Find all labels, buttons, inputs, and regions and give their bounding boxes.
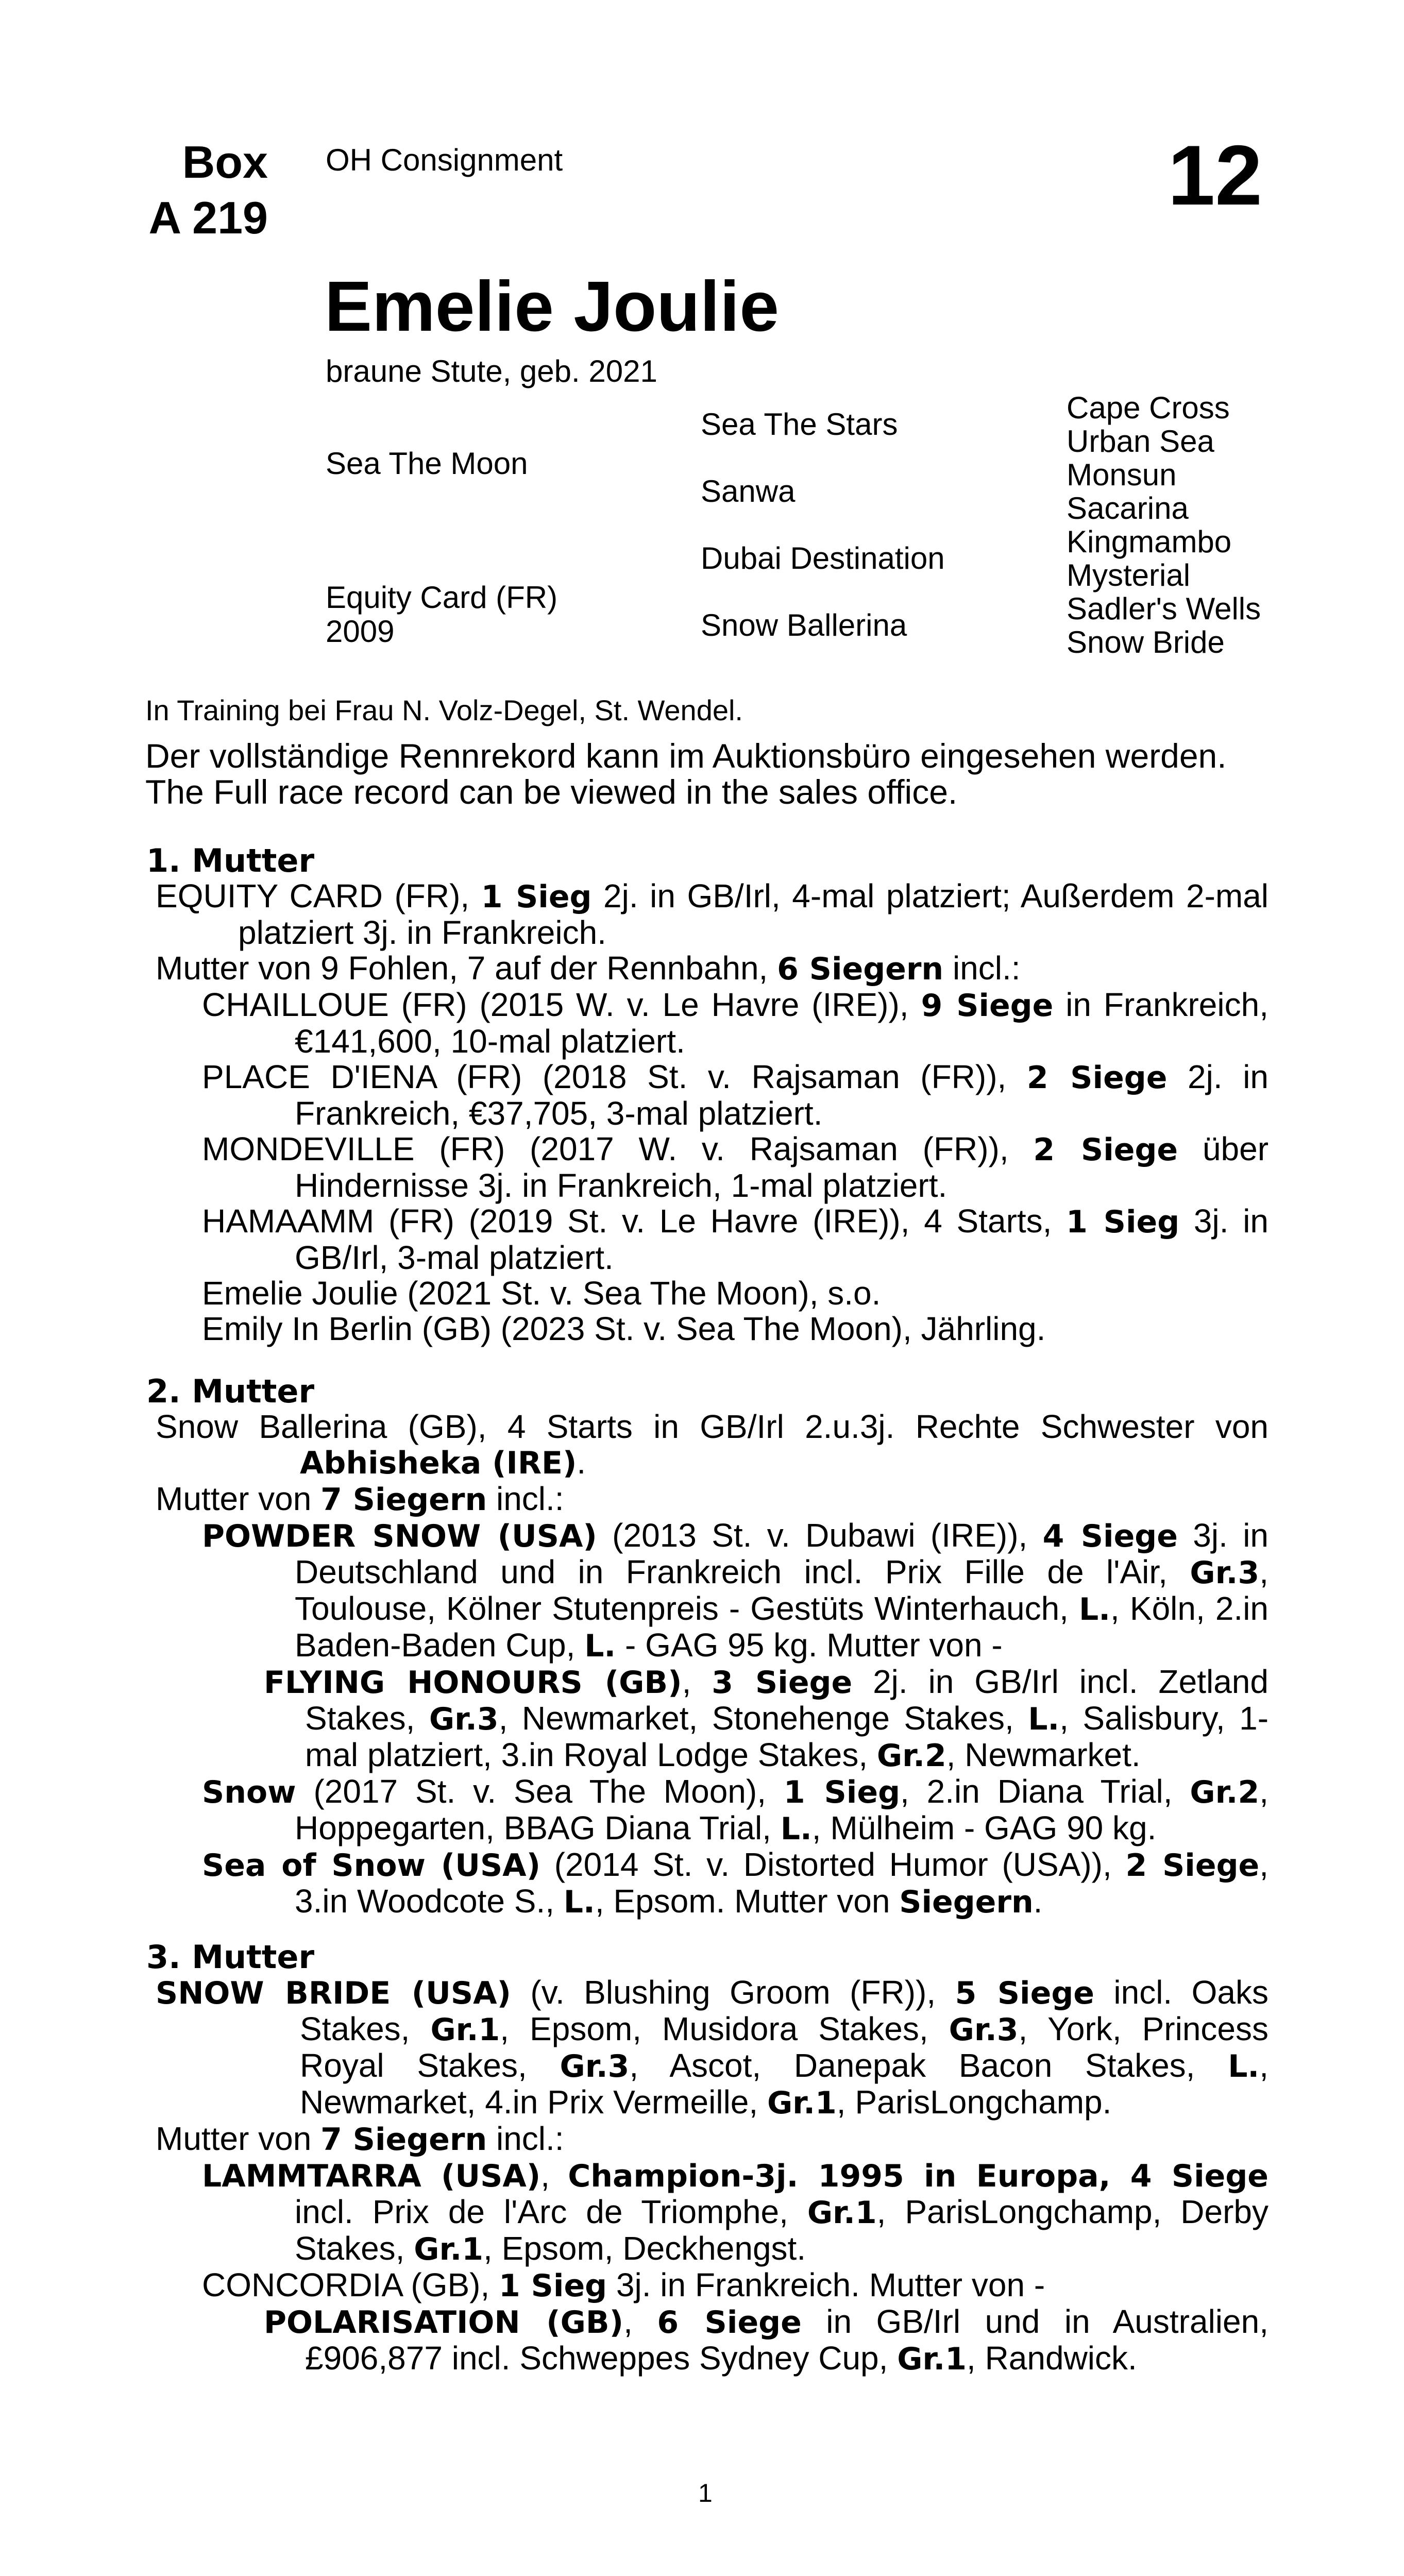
grandfoal-entry: FLYING HONOURS (GB), 3 Siege 2j. in GB/Irl incl. Zetland Stakes, Gr.3, Newmarket, Stonehenge Stakes, L., Salisbury, 1-mal platziert, 3.in Royal Lodge Stakes, Gr.2, Newmarket. [264, 1663, 1269, 1774]
foal-entry: Emelie Joulie (2021 St. v. Sea The Moon), s.o. [202, 1275, 881, 1312]
horse-description: braune Stute, geb. 2021 [326, 354, 657, 388]
foal-entry: CHAILLOUE (FR) (2015 W. v. Le Havre (IRE)), 9 Siege in Frankreich, €141,600, 10-mal platziert. [202, 986, 1268, 1060]
consignor: OH Consignment [326, 143, 563, 177]
foal-entry: CONCORDIA (GB), 1 Sieg 3j. in Frankreich. Mutter von - [202, 2266, 1045, 2304]
box-label: Box [182, 137, 268, 188]
lot-number: 12 [1168, 128, 1262, 223]
dam-sire: Dubai Destination [701, 541, 945, 575]
gg-1: Cape Cross [1067, 391, 1230, 425]
box-number: A 219 [148, 192, 268, 243]
foal-entry: POWDER SNOW (USA) (2013 St. v. Dubawi (IRE)), 4 Siege 3j. in Deutschland und in Frankreich incl. Prix Fille de l'Air, Gr.3, Toulouse, Kölner Stutenpreis - Gestüts Winterhauch, L., Köln, 2.in Baden-Baden Cup, L. - GAG 95 kg. Mutter von - [202, 1517, 1269, 1664]
section-title: 1. Mutter [146, 842, 315, 879]
sire: Sea The Moon [326, 446, 528, 481]
gg-4: Sacarina [1067, 491, 1189, 526]
gg-5: Kingmambo [1067, 524, 1232, 559]
grandfoal-entry: POLARISATION (GB), 6 Siege in GB/Irl und in Australien, £906,877 incl. Schweppes Sydney Cup, Gr.1, Randwick. [264, 2303, 1268, 2377]
note-english: The Full race record can be viewed in the sales office. [145, 773, 958, 811]
dam: Equity Card (FR) [326, 580, 558, 615]
foal-entry: MONDEVILLE (FR) (2017 W. v. Rajsaman (FR)), 2 Siege über Hindernisse 3j. in Frankreich, 1-mal platziert. [202, 1130, 1268, 1204]
dam-year: 2009 [326, 614, 395, 649]
section-title: 2. Mutter [146, 1372, 315, 1410]
section-third-dam [145, 1939, 1268, 2377]
gg-6: Mysterial [1067, 558, 1191, 592]
page-number: 1 [698, 2479, 713, 2507]
foal-entry: Snow (2017 St. v. Sea The Moon), 1 Sieg, 2.in Diana Trial, Gr.2, Hoppegarten, BBAG Diana Trial, L., Mülheim - GAG 90 kg. [202, 1773, 1268, 1847]
foal-entry: PLACE D'IENA (FR) (2018 St. v. Rajsaman (FR)), 2 Siege 2j. in Frankreich, €37,705, 3-mal platziert. [202, 1058, 1269, 1132]
training-info: In Training bei Frau N. Volz-Degel, St. Wendel. [145, 694, 743, 726]
foal-entry: Emily In Berlin (GB) (2023 St. v. Sea The Moon), Jährling. [202, 1310, 1046, 1347]
horse-name: Emelie Joulie [325, 267, 780, 346]
produce-summary: Mutter von 7 Siegern incl.: [156, 1480, 564, 1518]
note-german: Der vollständige Rennrekord kann im Auktionsbüro eingesehen werden. [145, 737, 1227, 775]
gg-7: Sadler's Wells [1067, 591, 1261, 626]
sire-sire: Sea The Stars [701, 407, 898, 442]
section-title: 3. Mutter [146, 1938, 315, 1976]
gg-3: Monsun [1067, 457, 1177, 492]
race-record-note [145, 738, 1227, 810]
section-second-dam [145, 1374, 1268, 1920]
produce-summary: Mutter von 7 Siegern incl.: [156, 2120, 564, 2158]
dam-dam: Snow Ballerina [701, 608, 907, 642]
dam-record: EQUITY CARD (FR), 1 Sieg 2j. in GB/Irl, 4-mal platziert; Außerdem 2-mal platziert 3j. in Frankreich. [156, 877, 1269, 951]
foal-entry: Sea of Snow (USA) (2014 St. v. Distorted Humor (USA)), 2 Siege, 3.in Woodcote S., L., Epsom. Mutter von Siegern. [202, 1846, 1268, 1920]
produce-summary: Mutter von 9 Fohlen, 7 auf der Rennbahn, 6 Siegern incl.: [156, 950, 1021, 987]
foal-entry: HAMAAMM (FR) (2019 St. v. Le Havre (IRE)), 4 Starts, 1 Sieg 3j. in GB/Irl, 3-mal platziert. [202, 1202, 1268, 1276]
gg-8: Snow Bride [1067, 625, 1225, 659]
dam-record: Snow Ballerina (GB), 4 Starts in GB/Irl 2.u.3j. Rechte Schwester von Abhisheka (IRE). [156, 1408, 1268, 1481]
section-first-dam [145, 843, 1268, 1347]
sire-dam: Sanwa [701, 474, 796, 509]
dam-record: SNOW BRIDE (USA) (v. Blushing Groom (FR)), 5 Siege incl. Oaks Stakes, Gr.1, Epsom, Musidora Stakes, Gr.3, York, Princess Royal Stakes, Gr.3, Ascot, Danepak Bacon Stakes, L., Newmarket, 4.in Prix Vermeille, Gr.1, ParisLongchamp. [156, 1974, 1269, 2121]
foal-entry: LAMMTARRA (USA), Champion-3j. 1995 in Europa, 4 Siege incl. Prix de l'Arc de Triomphe, Gr.1, ParisLongchamp, Derby Stakes, Gr.1, Epsom, Deckhengst. [202, 2157, 1269, 2267]
gg-2: Urban Sea [1067, 424, 1214, 459]
